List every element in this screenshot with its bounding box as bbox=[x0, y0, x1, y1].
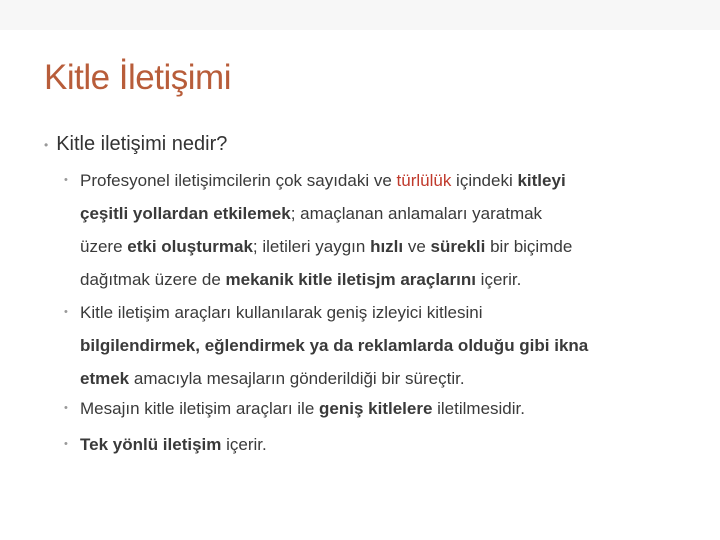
sub-bullet-item bbox=[64, 164, 704, 296]
text-run: bilgilendirmek, eğlendirmek ya da reklamlarda olduğu gibi ikna bbox=[80, 336, 589, 355]
text-run: etmek bbox=[80, 369, 130, 388]
bullet-dot-icon: • bbox=[64, 438, 68, 450]
sub-bullet-group-1 bbox=[64, 164, 704, 296]
level1-text: Kitle iletişimi nedir? bbox=[56, 133, 228, 155]
text-run: içindeki bbox=[451, 171, 518, 190]
bullet-line bbox=[80, 428, 704, 461]
bullet-line bbox=[80, 263, 704, 296]
text-run: çeşitli yollardan etkilemek bbox=[80, 204, 291, 223]
sub-bullet-item bbox=[64, 428, 704, 461]
text-run: bir biçimde bbox=[485, 237, 573, 256]
text-run: Mesajın kitle iletişim araçları ile bbox=[80, 399, 320, 418]
sub-bullet-group-2 bbox=[64, 296, 704, 395]
bullet-line bbox=[80, 230, 704, 263]
text-run: türlülük bbox=[396, 171, 452, 190]
bullet-line bbox=[80, 296, 704, 329]
bullet-line bbox=[80, 392, 704, 425]
text-run: mekanik kitle iletisjm araçlarını bbox=[225, 270, 476, 289]
bullet-line bbox=[80, 329, 704, 362]
text-run: sürekli bbox=[430, 237, 486, 256]
text-run: Tek yönlü iletişim bbox=[80, 435, 222, 454]
sub-bullet-item bbox=[64, 296, 704, 395]
sub-bullet-item bbox=[64, 392, 704, 425]
bullet-dot-icon: • bbox=[44, 137, 49, 152]
slide-top-band bbox=[0, 0, 720, 30]
text-run: Kitle iletişim araçları kullanılarak geniş izleyici kitlesini bbox=[80, 303, 483, 322]
sub-bullet-group-3 bbox=[64, 392, 704, 425]
text-run: etki oluşturmak bbox=[127, 237, 253, 256]
text-run: üzere bbox=[80, 237, 128, 256]
text-run: geniş kitlelere bbox=[319, 399, 433, 418]
text-run: ; iletileri yaygın bbox=[252, 237, 371, 256]
slide-title: Kitle İletişimi bbox=[44, 58, 231, 97]
text-run: ve bbox=[403, 237, 431, 256]
text-run: ; amaçlanan anlamaları yaratmak bbox=[290, 204, 543, 223]
text-run: Profesyonel iletişimcilerin çok sayıdaki ve bbox=[80, 171, 397, 190]
bullet-line bbox=[80, 164, 704, 197]
text-run: dağıtmak üzere de bbox=[80, 270, 226, 289]
level1-bullet bbox=[44, 133, 227, 156]
bullet-line bbox=[80, 197, 704, 230]
bullet-dot-icon: • bbox=[64, 402, 68, 414]
bullet-dot-icon: • bbox=[64, 306, 68, 318]
text-run: iletilmesidir. bbox=[432, 399, 525, 418]
sub-bullet-group-4 bbox=[64, 428, 704, 461]
bullet-line bbox=[80, 362, 704, 395]
bullet-dot-icon: • bbox=[64, 174, 68, 186]
text-run: kitleyi bbox=[517, 171, 566, 190]
text-run: içerir. bbox=[221, 435, 267, 454]
text-run: amacıyla mesajların gönderildiği bir süreçtir. bbox=[129, 369, 465, 388]
text-run: içerir. bbox=[475, 270, 522, 289]
text-run: hızlı bbox=[370, 237, 404, 256]
